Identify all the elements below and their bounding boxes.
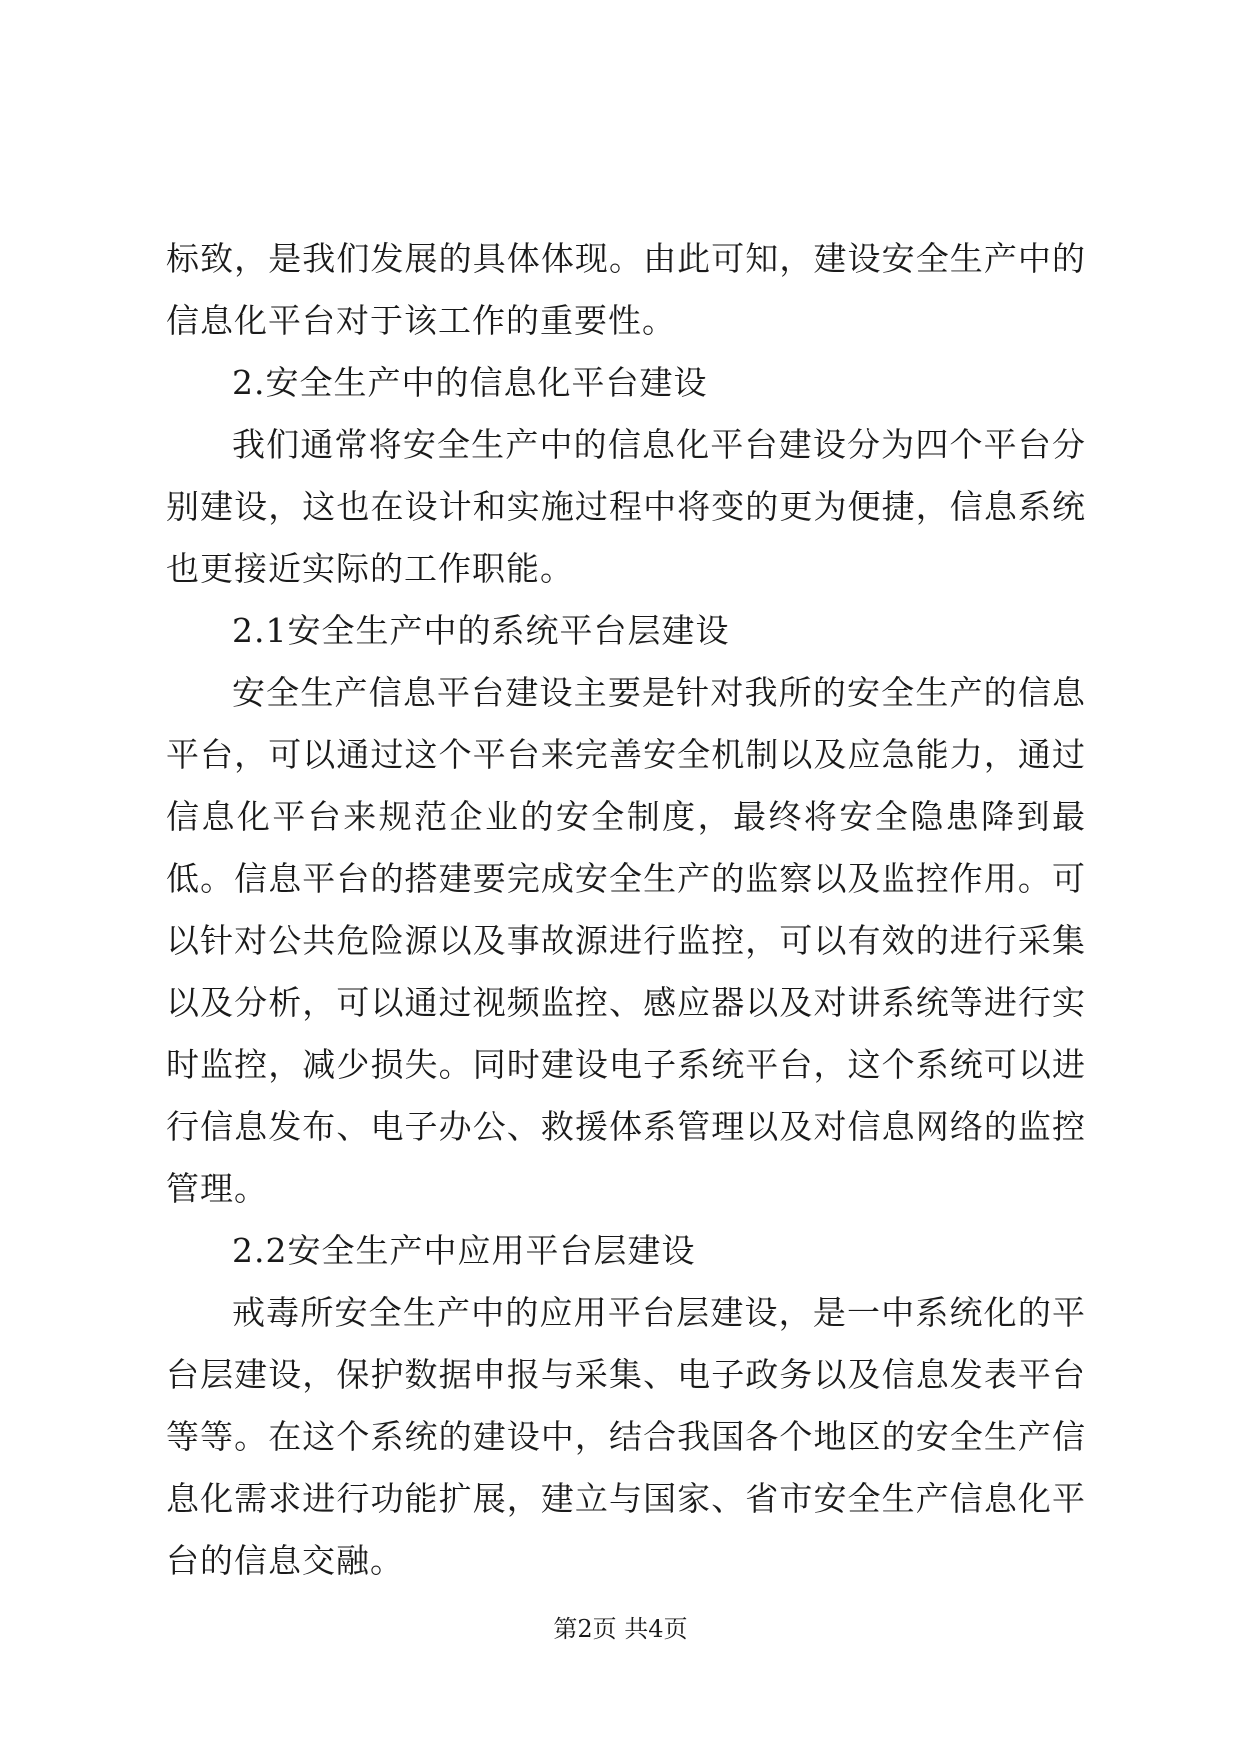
section-heading-2-2: 2.2安全生产中应用平台层建设 xyxy=(232,1231,696,1270)
page-number: 第2页 共4页 xyxy=(553,1615,688,1643)
section-heading-2: 2.安全生产中的信息化平台建设 xyxy=(232,363,708,402)
paragraph: 戒毒所安全生产中的应用平台层建设，是一中系统化的平台层建设，保护数据申报与采集、电子政务以及信息发表平台等等。在这个系统的建设中，结合我国各个地区的安全生产信息化需求进行功能扩展，建立与国家、省市安全生产信息化平台的信息交融。 xyxy=(166,1293,1086,1580)
paragraph: 安全生产信息平台建设主要是针对我所的安全生产的信息平台，可以通过这个平台来完善安全机制以及应急能力，通过信息化平台来规范企业的安全制度，最终将安全隐患降到最低。信息平台的搭建要完成安全生产的监察以及监控作用。可以针对公共危险源以及事故源进行监控，可以有效的进行采集以及分析，可以通过视频监控、感应器以及对讲系统等进行实时监控，减少损失。同时建设电子系统平台，这个系统可以进行信息发布、电子办公、救援体系管理以及对信息网络的监控管理。 xyxy=(166,673,1086,1208)
document-body xyxy=(166,228,1086,1592)
paragraph: 我们通常将安全生产中的信息化平台建设分为四个平台分别建设，这也在设计和实施过程中将变的更为便捷，信息系统也更接近实际的工作职能。 xyxy=(166,425,1086,588)
page-footer xyxy=(0,1614,1241,1644)
section-heading-2-1: 2.1安全生产中的系统平台层建设 xyxy=(232,611,730,650)
paragraph-continuation: 标致，是我们发展的具体体现。由此可知，建设安全生产中的信息化平台对于该工作的重要性。 xyxy=(166,239,1086,340)
